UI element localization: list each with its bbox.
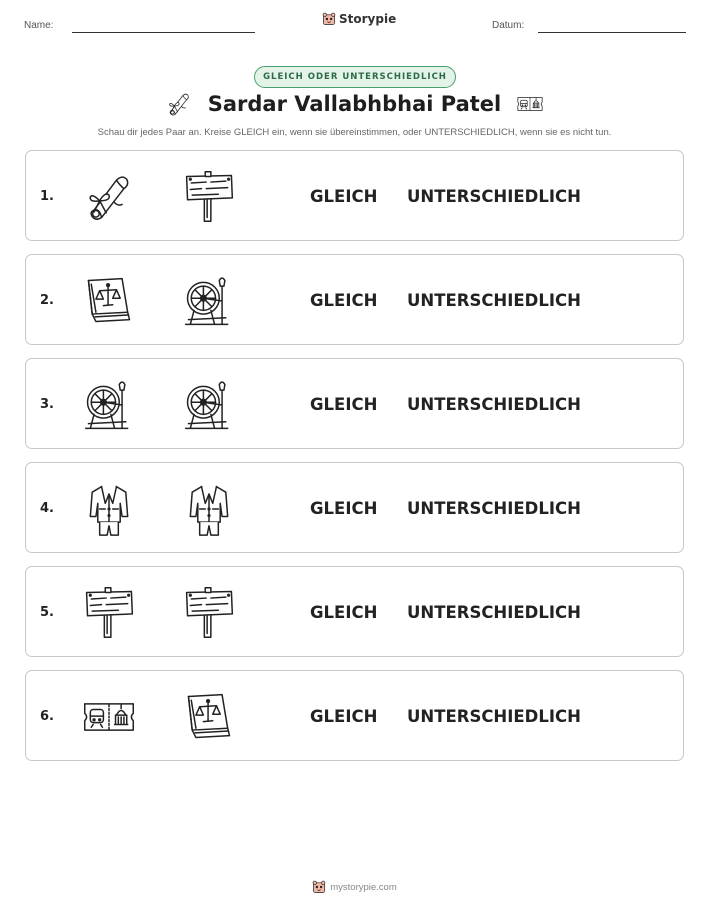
activity-type-badge: GLEICH ODER UNTERSCHIEDLICH [254,66,456,88]
brand-logo [322,12,396,26]
law-book-icon [181,689,237,745]
scroll-icon [164,90,194,118]
signpost-icon [181,585,237,641]
law-book-icon [81,273,137,329]
different-option[interactable]: UNTERSCHIEDLICH [407,395,581,414]
spinning-wheel-icon [181,273,237,329]
same-option[interactable]: GLEICH [310,499,378,518]
instructions: Schau dir jedes Paar an. Kreise GLEICH ein, wenn sie übereinstimmen, oder UNTERSCHIEDLICH, wenn sie es nicht tun. [97,127,612,138]
name-label: Name: [24,20,54,31]
item-number: 5. [40,605,54,620]
same-option[interactable]: GLEICH [310,707,378,726]
item-card [25,566,684,657]
suit-icon [81,481,137,537]
ticket-icon [81,689,137,745]
signpost-icon [81,585,137,641]
ticket-icon [515,90,545,118]
storypie-mascot-icon [312,880,326,894]
signpost-icon [181,169,237,225]
different-option[interactable]: UNTERSCHIEDLICH [407,603,581,622]
date-field[interactable] [538,32,686,33]
item-card [25,254,684,345]
spinning-wheel-icon [181,377,237,433]
name-field[interactable] [72,32,255,33]
storypie-mascot-icon [322,12,336,26]
same-option[interactable]: GLEICH [310,187,378,206]
date-label: Datum: [492,20,525,31]
different-option[interactable]: UNTERSCHIEDLICH [407,707,581,726]
suit-icon [181,481,237,537]
same-option[interactable]: GLEICH [310,603,378,622]
item-card [25,670,684,761]
item-number: 6. [40,709,54,724]
spinning-wheel-icon [81,377,137,433]
item-number: 2. [40,293,54,308]
item-card [25,358,684,449]
item-card [25,150,684,241]
scroll-icon [81,169,137,225]
item-number: 3. [40,397,54,412]
item-card [25,462,684,553]
brand-name: Storypie [339,12,397,26]
same-option[interactable]: GLEICH [310,395,378,414]
page-title: Sardar Vallabhbhai Patel [207,92,502,116]
different-option[interactable]: UNTERSCHIEDLICH [407,291,581,310]
same-option[interactable]: GLEICH [310,291,378,310]
different-option[interactable]: UNTERSCHIEDLICH [407,499,581,518]
item-number: 1. [40,189,54,204]
different-option[interactable]: UNTERSCHIEDLICH [407,187,581,206]
footer [0,880,709,894]
item-number: 4. [40,501,54,516]
title-row [0,90,709,118]
footer-site[interactable]: mystorypie.com [330,881,397,893]
